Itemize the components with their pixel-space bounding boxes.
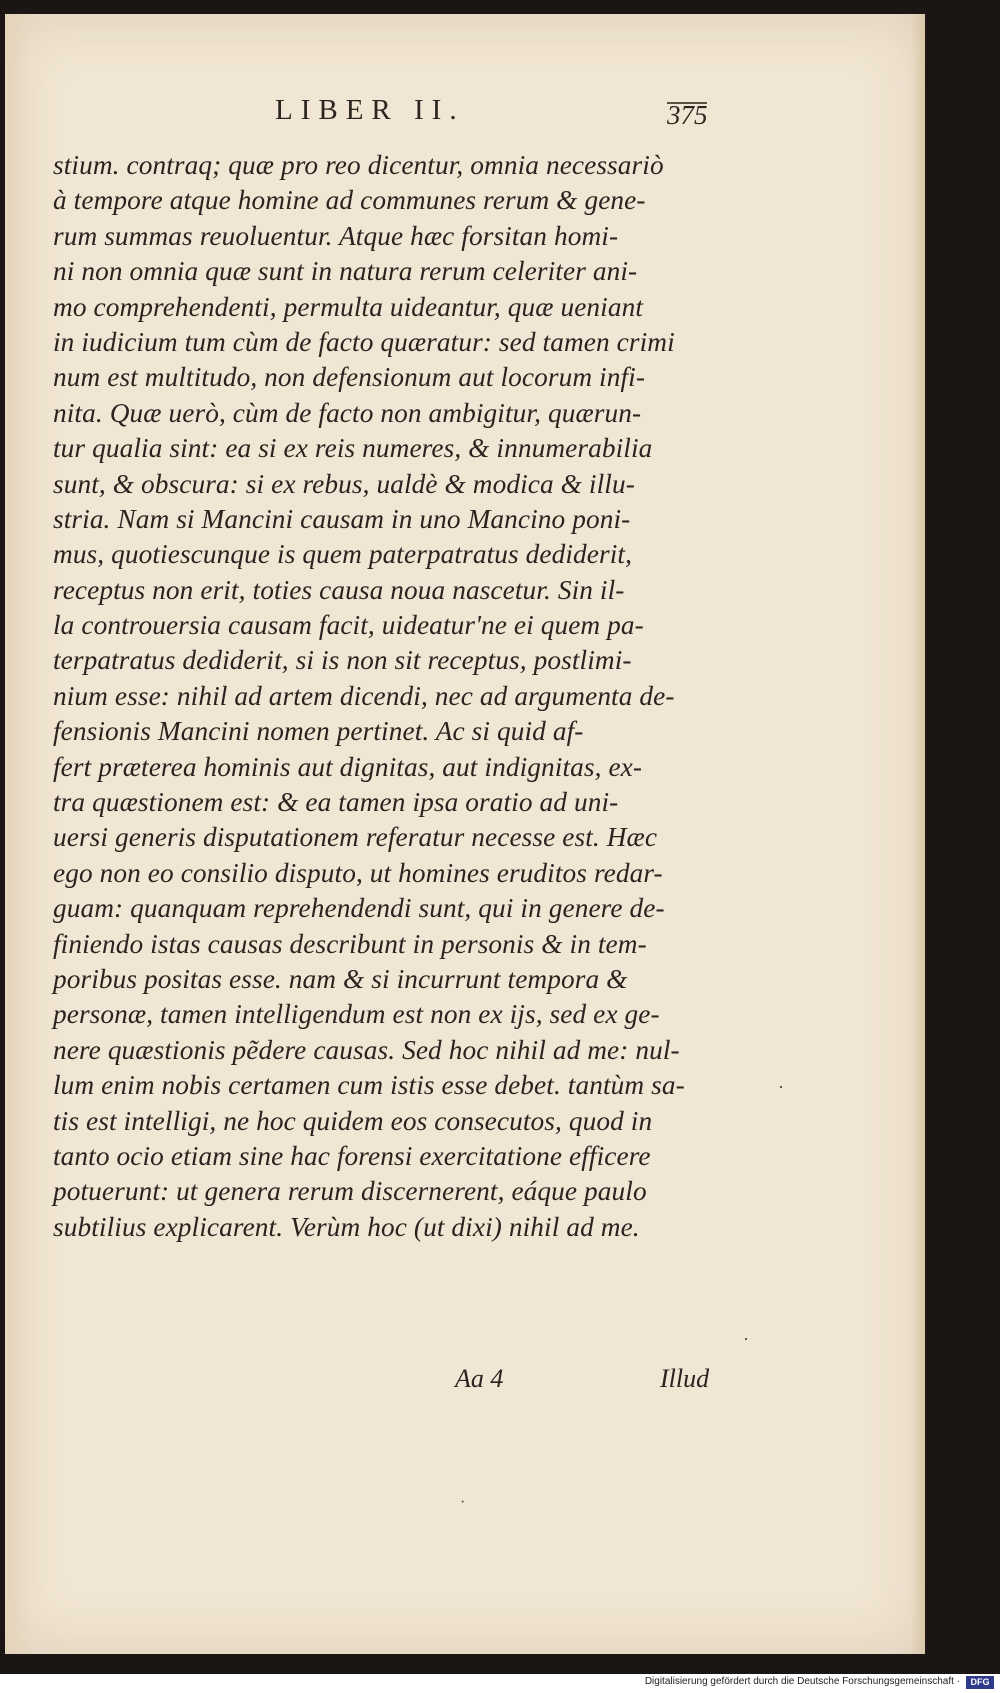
text-line: stria. Nam si Mancini causam in uno Mancino poni- (53, 503, 631, 534)
text-line: terpatratus dediderit, si is non sit receptus, postlimi- (53, 645, 632, 676)
book-page (5, 14, 925, 1654)
text-line: fensionis Mancini nomen pertinet. Ac si quid af- (53, 716, 584, 747)
text-line: num est multitudo, non defensionum aut locorum infi- (53, 362, 646, 393)
text-line: tanto ocio etiam sine hac forensi exercitatione efficere (53, 1140, 651, 1171)
ink-speck: · (743, 1329, 749, 1349)
text-line: fert præterea hominis aut dignitas, aut indignitas, ex- (53, 751, 643, 782)
text-line: receptus non erit, toties causa noua nascetur. Sin il- (53, 574, 625, 605)
dfg-logo-icon: DFG (966, 1676, 994, 1689)
ink-speck: · (778, 1077, 784, 1097)
text-line: finiendo istas causas describunt in personis & in tem- (53, 928, 647, 959)
text-line: tra quæstionem est: & ea tamen ipsa oratio ad uni- (53, 787, 619, 818)
text-line: la controuersia causam facit, uideatur'ne ei quem pa- (53, 610, 644, 641)
catchword: Illud (660, 1364, 710, 1393)
text-line: guam: quanquam reprehendendi sunt, qui in genere de- (53, 893, 665, 924)
body-text (53, 148, 718, 1245)
ink-speck: · (460, 1494, 466, 1511)
text-line: à tempore atque homine ad communes rerum & gene- (53, 185, 646, 216)
text-line: personæ, tamen intelligendum est non ex ijs, sed ex ge- (53, 999, 660, 1030)
page-gutter-shadow (5, 14, 31, 1654)
text-line: potuerunt: ut genera rerum discernerent, eáque paulo (53, 1176, 647, 1207)
page-edge-shadow (911, 14, 925, 1654)
text-line: tis est intelligi, ne hoc quidem eos consecutos, quod in (53, 1105, 653, 1136)
text-line: lum enim nobis certamen cum istis esse debet. tantùm sa- (53, 1070, 685, 1101)
text-line: subtilius explicarent. Verùm hoc (ut dixi) nihil ad me. (53, 1211, 640, 1242)
text-line: sunt, & obscura: si ex rebus, ualdè & modica & illu- (53, 468, 635, 499)
text-line: poribus positas esse. nam & si incurrunt tempora & (53, 963, 628, 994)
text-line: ni non omnia quæ sunt in natura rerum celeriter ani- (53, 256, 638, 287)
running-head: LIBER II. (275, 94, 465, 126)
text-line: rum summas reuoluentur. Atque hæc forsitan homi- (53, 220, 619, 251)
text-line: nium esse: nihil ad artem dicendi, nec ad argumenta de- (53, 680, 675, 711)
text-line: stium. contraq; quæ pro reo dicentur, omnia necessariò (53, 150, 664, 180)
text-line: mo comprehendenti, permulta uideantur, quæ ueniant (53, 291, 644, 322)
text-line: in iudicium tum cùm de facto quæratur: sed tamen crimi (53, 326, 675, 357)
signature-mark: Aa 4 (455, 1364, 504, 1393)
text-line: uersi generis disputationem referatur necesse est. Hæc (53, 822, 658, 853)
text-line: nere quæstionis pẽdere causas. Sed hoc nihil ad me: nul- (53, 1034, 680, 1065)
funding-credit: Digitalisierung gefördert durch die Deutsche Forschungsgemeinschaft · (644, 1676, 960, 1687)
page-number: 375 (667, 100, 708, 130)
text-line: mus, quotiescunque is quem paterpatratus dediderit, (53, 539, 633, 570)
text-line: nita. Quæ uerò, cùm de facto non ambigitur, quærun- (53, 397, 642, 428)
text-line: ego non eo consilio disputo, ut homines eruditos redar- (53, 857, 663, 888)
text-line: tur qualia sint: ea si ex reis numeres, & innumerabilia (53, 433, 653, 464)
